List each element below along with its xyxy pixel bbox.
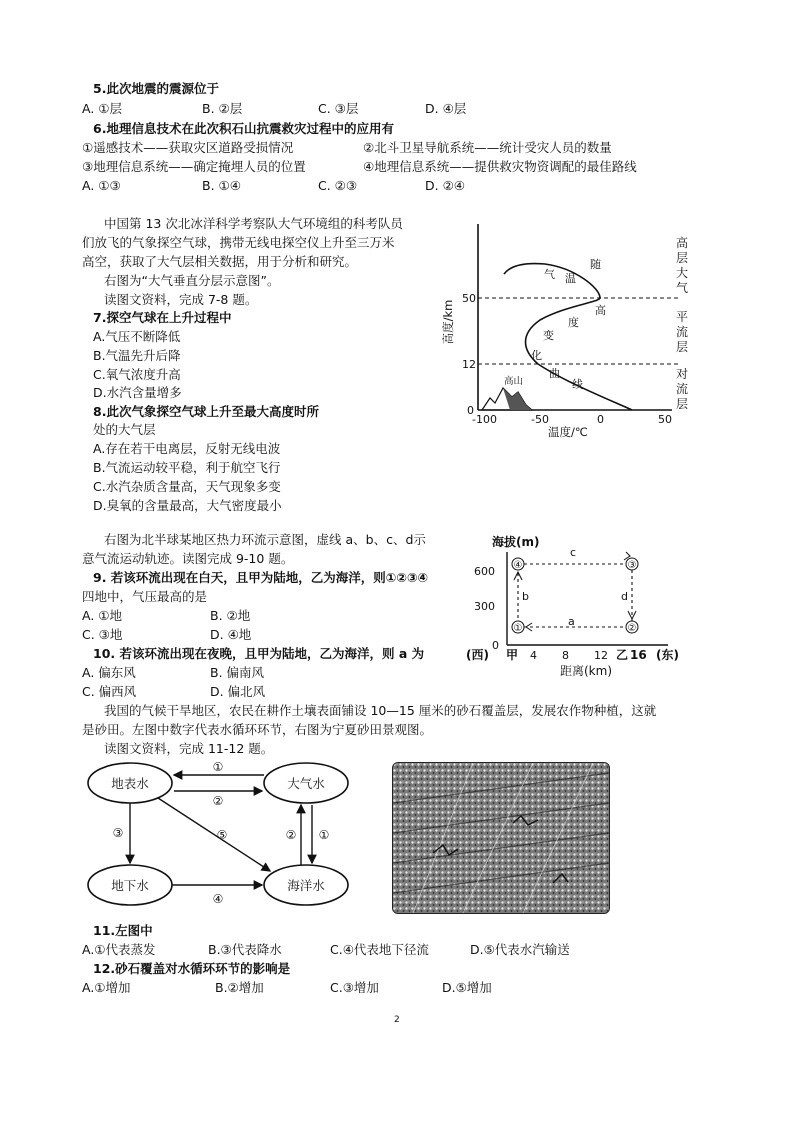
curve-label-char-9: 线: [572, 378, 583, 391]
q6-item-4: ④地理信息系统——提供救灾物资调配的最佳路线: [363, 159, 637, 174]
curve-label-char-8: 曲: [549, 367, 560, 380]
circ-x-axis-label: 距离(km): [560, 664, 613, 678]
curve-label-char-6: 变: [543, 329, 554, 342]
atm-passage-line-4: 右图为“大气垂直分层示意图”。: [104, 273, 280, 288]
q12-option-c: C.③增加: [330, 980, 379, 995]
q9-stem-line-2: 四地中，气压最高的是: [82, 589, 208, 604]
point-2-label: ②: [627, 623, 637, 634]
q8-option-b: B.气流运动较平稳，利于航空飞行: [93, 460, 281, 475]
q11-option-a: A.①代表蒸发: [82, 942, 156, 957]
curve-label-char-2: 温: [565, 272, 576, 285]
curve-label-char-7: 化: [531, 349, 542, 362]
link-5-label: ⑤: [216, 828, 228, 842]
q8-option-a: A.存在若干电离层，反射无线电波: [93, 441, 281, 456]
y-axis-label: 高度/km: [441, 299, 455, 345]
link-4-label: ④: [212, 892, 224, 906]
q5-option-b: B. ②层: [202, 101, 243, 116]
path-label-a: a: [568, 615, 575, 628]
q5-option-a: A. ①层: [82, 101, 122, 116]
y-tick-50: 50: [462, 292, 476, 305]
node-groundwater-label: 地下水: [111, 878, 149, 893]
x-tick-minus50: -50: [531, 413, 549, 426]
point-3-label: ③: [627, 560, 637, 571]
q10-option-a: A. 偏东风: [82, 665, 136, 680]
q7-option-c: C.氧气浓度升高: [93, 367, 181, 382]
q10-option-c: C. 偏西风: [82, 684, 137, 699]
atm-passage-line-2: 们放飞的气象探空气球，携带无线电探空仪上升至三万米: [82, 235, 395, 250]
node-ocean-water-label: 海洋水: [287, 878, 325, 893]
circ-y-tick-600: 600: [474, 565, 495, 578]
x-tick-50: 50: [658, 413, 672, 426]
node-surface-water-label: 地表水: [111, 776, 149, 791]
q6-item-1: ①遥感技术——获取灾区道路受损情况: [82, 140, 294, 155]
q10-stem: 10. 若该环流出现在夜晚，且甲为陆地，乙为海洋，则 a 为: [93, 646, 425, 661]
q11-stem: 11.左图中: [93, 923, 153, 938]
water-passage-line-2: 是砂田。左图中数字代表水循环环节，右图为宁夏砂田景观图。: [82, 722, 433, 737]
sand-field-photo: [392, 762, 610, 914]
x-axis-label: 温度/℃: [548, 425, 588, 439]
mountain-shade: [503, 388, 532, 410]
curve-label-char-1: 气: [544, 268, 555, 281]
circulation-loop: [518, 564, 632, 627]
layer-label-stratosphere: 平流层: [676, 310, 689, 354]
link-2-right-label: ②: [285, 828, 297, 842]
node-atmospheric-water-label: 大气水: [287, 776, 325, 791]
path-label-b: b: [522, 590, 529, 603]
link-2-top-label: ②: [212, 794, 224, 808]
y-tick-0: 0: [467, 404, 474, 417]
q12-option-a: A.①增加: [82, 980, 131, 995]
q6-item-3: ③地理信息系统——确定掩埋人员的位置: [82, 159, 306, 174]
point-4-label: ④: [513, 560, 523, 571]
east-label: (东): [656, 648, 679, 662]
q12-option-b: B.②增加: [215, 980, 264, 995]
page-number: 2: [394, 1015, 400, 1025]
q9-option-d: D. ④地: [210, 627, 252, 642]
circ-y-tick-0: 0: [492, 639, 499, 652]
jia-label: 甲: [506, 648, 519, 662]
layer-label-troposphere: 对流层: [676, 367, 689, 411]
x-tick-0: 0: [597, 413, 604, 426]
circ-y-axis-label: 海拔(m): [492, 535, 540, 549]
q12-option-d: D.⑤增加: [442, 980, 492, 995]
link-1-right-label: ①: [318, 828, 330, 842]
q12-stem: 12.砂石覆盖对水循环环节的影响是: [93, 961, 291, 976]
q6-option-c: C. ②③: [318, 178, 358, 193]
q6-item-2: ②北斗卫星导航系统——统计受灾人员的数量: [363, 140, 612, 155]
link-3-label: ③: [112, 826, 124, 840]
q10-option-b: B. 偏南风: [210, 665, 265, 680]
water-cycle-diagram: [84, 755, 364, 915]
q7-option-a: A.气压不断降低: [93, 329, 181, 344]
q5-option-d: D. ④层: [425, 101, 467, 116]
atm-passage-line-3: 高空，获取了大气层相关数据，用于分析和研究。: [82, 254, 358, 269]
q7-option-d: D.水汽含量增多: [93, 385, 182, 400]
q7-option-b: B.气温先升后降: [93, 348, 181, 363]
circ-passage-line-1: 右图为北半球某地区热力环流示意图，虚线 a、b、c、d示: [104, 532, 426, 547]
circ-x-tick-16: 16: [630, 648, 647, 662]
q9-option-c: C. ③地: [82, 627, 123, 642]
mountain-label: 高山: [504, 376, 524, 387]
q10-option-d: D. 偏北风: [210, 684, 266, 699]
curve-label-char-4: 高: [595, 304, 606, 317]
temperature-curve: [504, 263, 632, 410]
link-1-top-label: ①: [212, 760, 224, 774]
atmosphere-layers-figure: [440, 222, 700, 440]
circ-y-tick-300: 300: [474, 600, 495, 613]
circ-x-tick-4: 4: [530, 649, 537, 662]
path-label-d: d: [621, 590, 628, 603]
water-passage-line-1: 我国的气候干旱地区，农民在耕作土壤表面铺设 10—15 厘米的砂石覆盖层，发展农作物种植，这就: [104, 703, 657, 718]
q6-option-d: D. ②④: [425, 178, 465, 193]
yi-label: 乙: [616, 648, 629, 662]
water-passage-line-3: 读图文资料，完成 11-12 题。: [104, 741, 274, 756]
sand-field-photo-texture: [393, 763, 609, 913]
curve-label-char-5: 度: [568, 316, 579, 329]
link-5: [158, 798, 270, 871]
circ-x-tick-12: 12: [594, 649, 608, 662]
atm-passage-line-1: 中国第 13 次北冰洋科学考察队大气环境组的科考队员: [104, 216, 403, 231]
point-1-label: ①: [513, 623, 523, 634]
circ-x-tick-8: 8: [562, 649, 569, 662]
q6-stem: 6.地理信息技术在此次积石山抗震救灾过程中的应用有: [93, 121, 394, 136]
x-tick-minus100: -100: [472, 413, 497, 426]
west-label: (西): [466, 648, 489, 662]
q8-stem-line-1: 8.此次气象探空气球上升至最大高度时所: [93, 404, 319, 419]
atm-passage-line-5: 读图文资料，完成 7-8 题。: [104, 292, 258, 307]
q11-option-d: D.⑤代表水汽输送: [470, 942, 570, 957]
q11-option-b: B.③代表降水: [208, 942, 282, 957]
q11-option-c: C.④代表地下径流: [330, 942, 429, 957]
q7-stem: 7.探空气球在上升过程中: [93, 310, 232, 325]
q6-option-b: B. ①④: [202, 178, 241, 193]
q5-stem: 5.此次地震的震源位于: [93, 81, 219, 96]
q9-stem-line-1: 9. 若该环流出现在白天，且甲为陆地，乙为海洋，则①②③④: [93, 570, 429, 585]
q9-option-b: B. ②地: [210, 608, 251, 623]
q8-option-d: D.臭氧的含量最高，大气密度最小: [93, 498, 282, 513]
q8-option-c: C.水汽杂质含量高，天气现象多变: [93, 479, 281, 494]
y-tick-12: 12: [462, 358, 476, 371]
thermal-circulation-figure: [460, 528, 692, 680]
q8-stem-line-2: 处的大气层: [93, 422, 156, 437]
q5-option-c: C. ③层: [318, 101, 359, 116]
layer-label-upper: 高层大气: [676, 236, 689, 295]
q6-option-a: A. ①③: [82, 178, 121, 193]
q9-option-a: A. ①地: [82, 608, 122, 623]
path-label-c: c: [570, 546, 577, 559]
curve-label-char-3: 随: [590, 258, 601, 271]
circ-passage-line-2: 意气流运动轨迹。读图完成 9-10 题。: [82, 551, 294, 566]
